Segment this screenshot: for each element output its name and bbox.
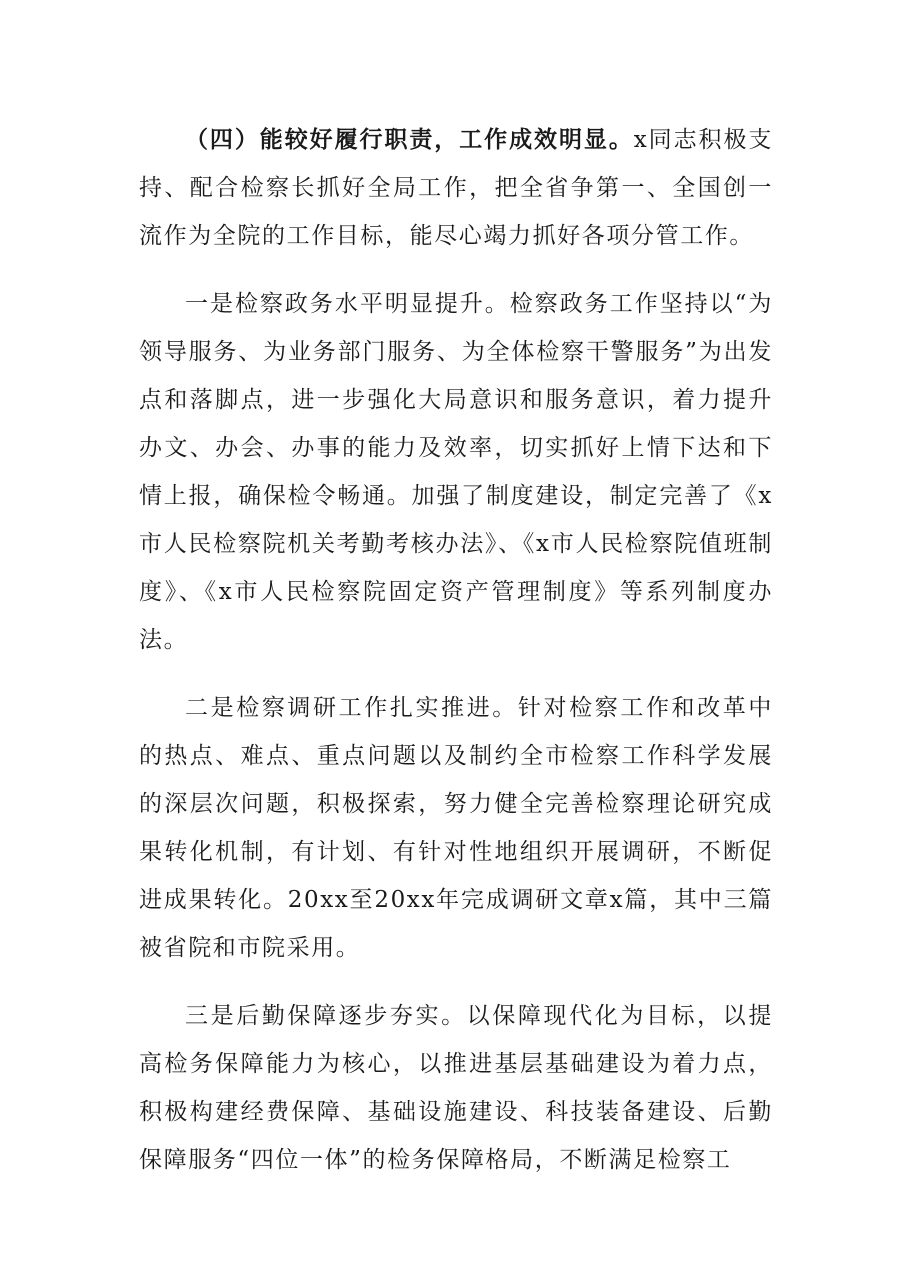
paragraph-duties bbox=[139, 116, 773, 260]
paragraph-text: 二是检察调研工作扎实推进。针对检察工作和改革中的热点、难点、重点问题以及制约全市检察工作科学发展的深层次问题，积极探索，努力健全完善检察理论研究成果转化机制，有计划、有针对性地组织开展调研，不断促进成果转化。20xx至20xx年完成调研文章x篇，其中三篇被省院和市院采用。 bbox=[139, 695, 773, 961]
paragraph-gap bbox=[139, 260, 773, 280]
paragraph-gap bbox=[139, 972, 773, 992]
paragraph-text: 一是检察政务水平明显提升。检察政务工作坚持以“为领导服务、为业务部门服务、为全体检察干警服务”为出发点和落脚点，进一步强化大局意识和服务意识，着力提升办文、办会、办事的能力及效率，切实抓好上情下达和下情上报，确保检令畅通。加强了制度建设，制定完善了《x市人民检察院机关考勤考核办法》、《x市人民检察院值班制度》、《x市人民检察院固定资产管理制度》等系列制度办法。 bbox=[139, 291, 773, 653]
paragraph-heading: （四）能较好履行职责，工作成效明显。 bbox=[185, 127, 634, 153]
paragraph-logistics bbox=[139, 992, 773, 1184]
paragraph-research bbox=[139, 684, 773, 972]
paragraph-text: 三是后勤保障逐步夯实。以保障现代化为目标，以提高检务保障能力为核心，以推进基层基础建设为着力点，积极构建经费保障、基础设施建设、科技装备建设、后勤保障服务“四位一体”的检务保障格局，不断满足检察工 bbox=[139, 1003, 773, 1173]
paragraph-gap bbox=[139, 664, 773, 684]
paragraph-affairs bbox=[139, 280, 773, 664]
document-page bbox=[139, 116, 773, 1184]
paragraph-text: x同志积极支持、配合检察长抓好全局工作，把全省争第一、全国创一流作为全院的工作目标，能尽心竭力抓好各项分管工作。 bbox=[139, 127, 773, 249]
